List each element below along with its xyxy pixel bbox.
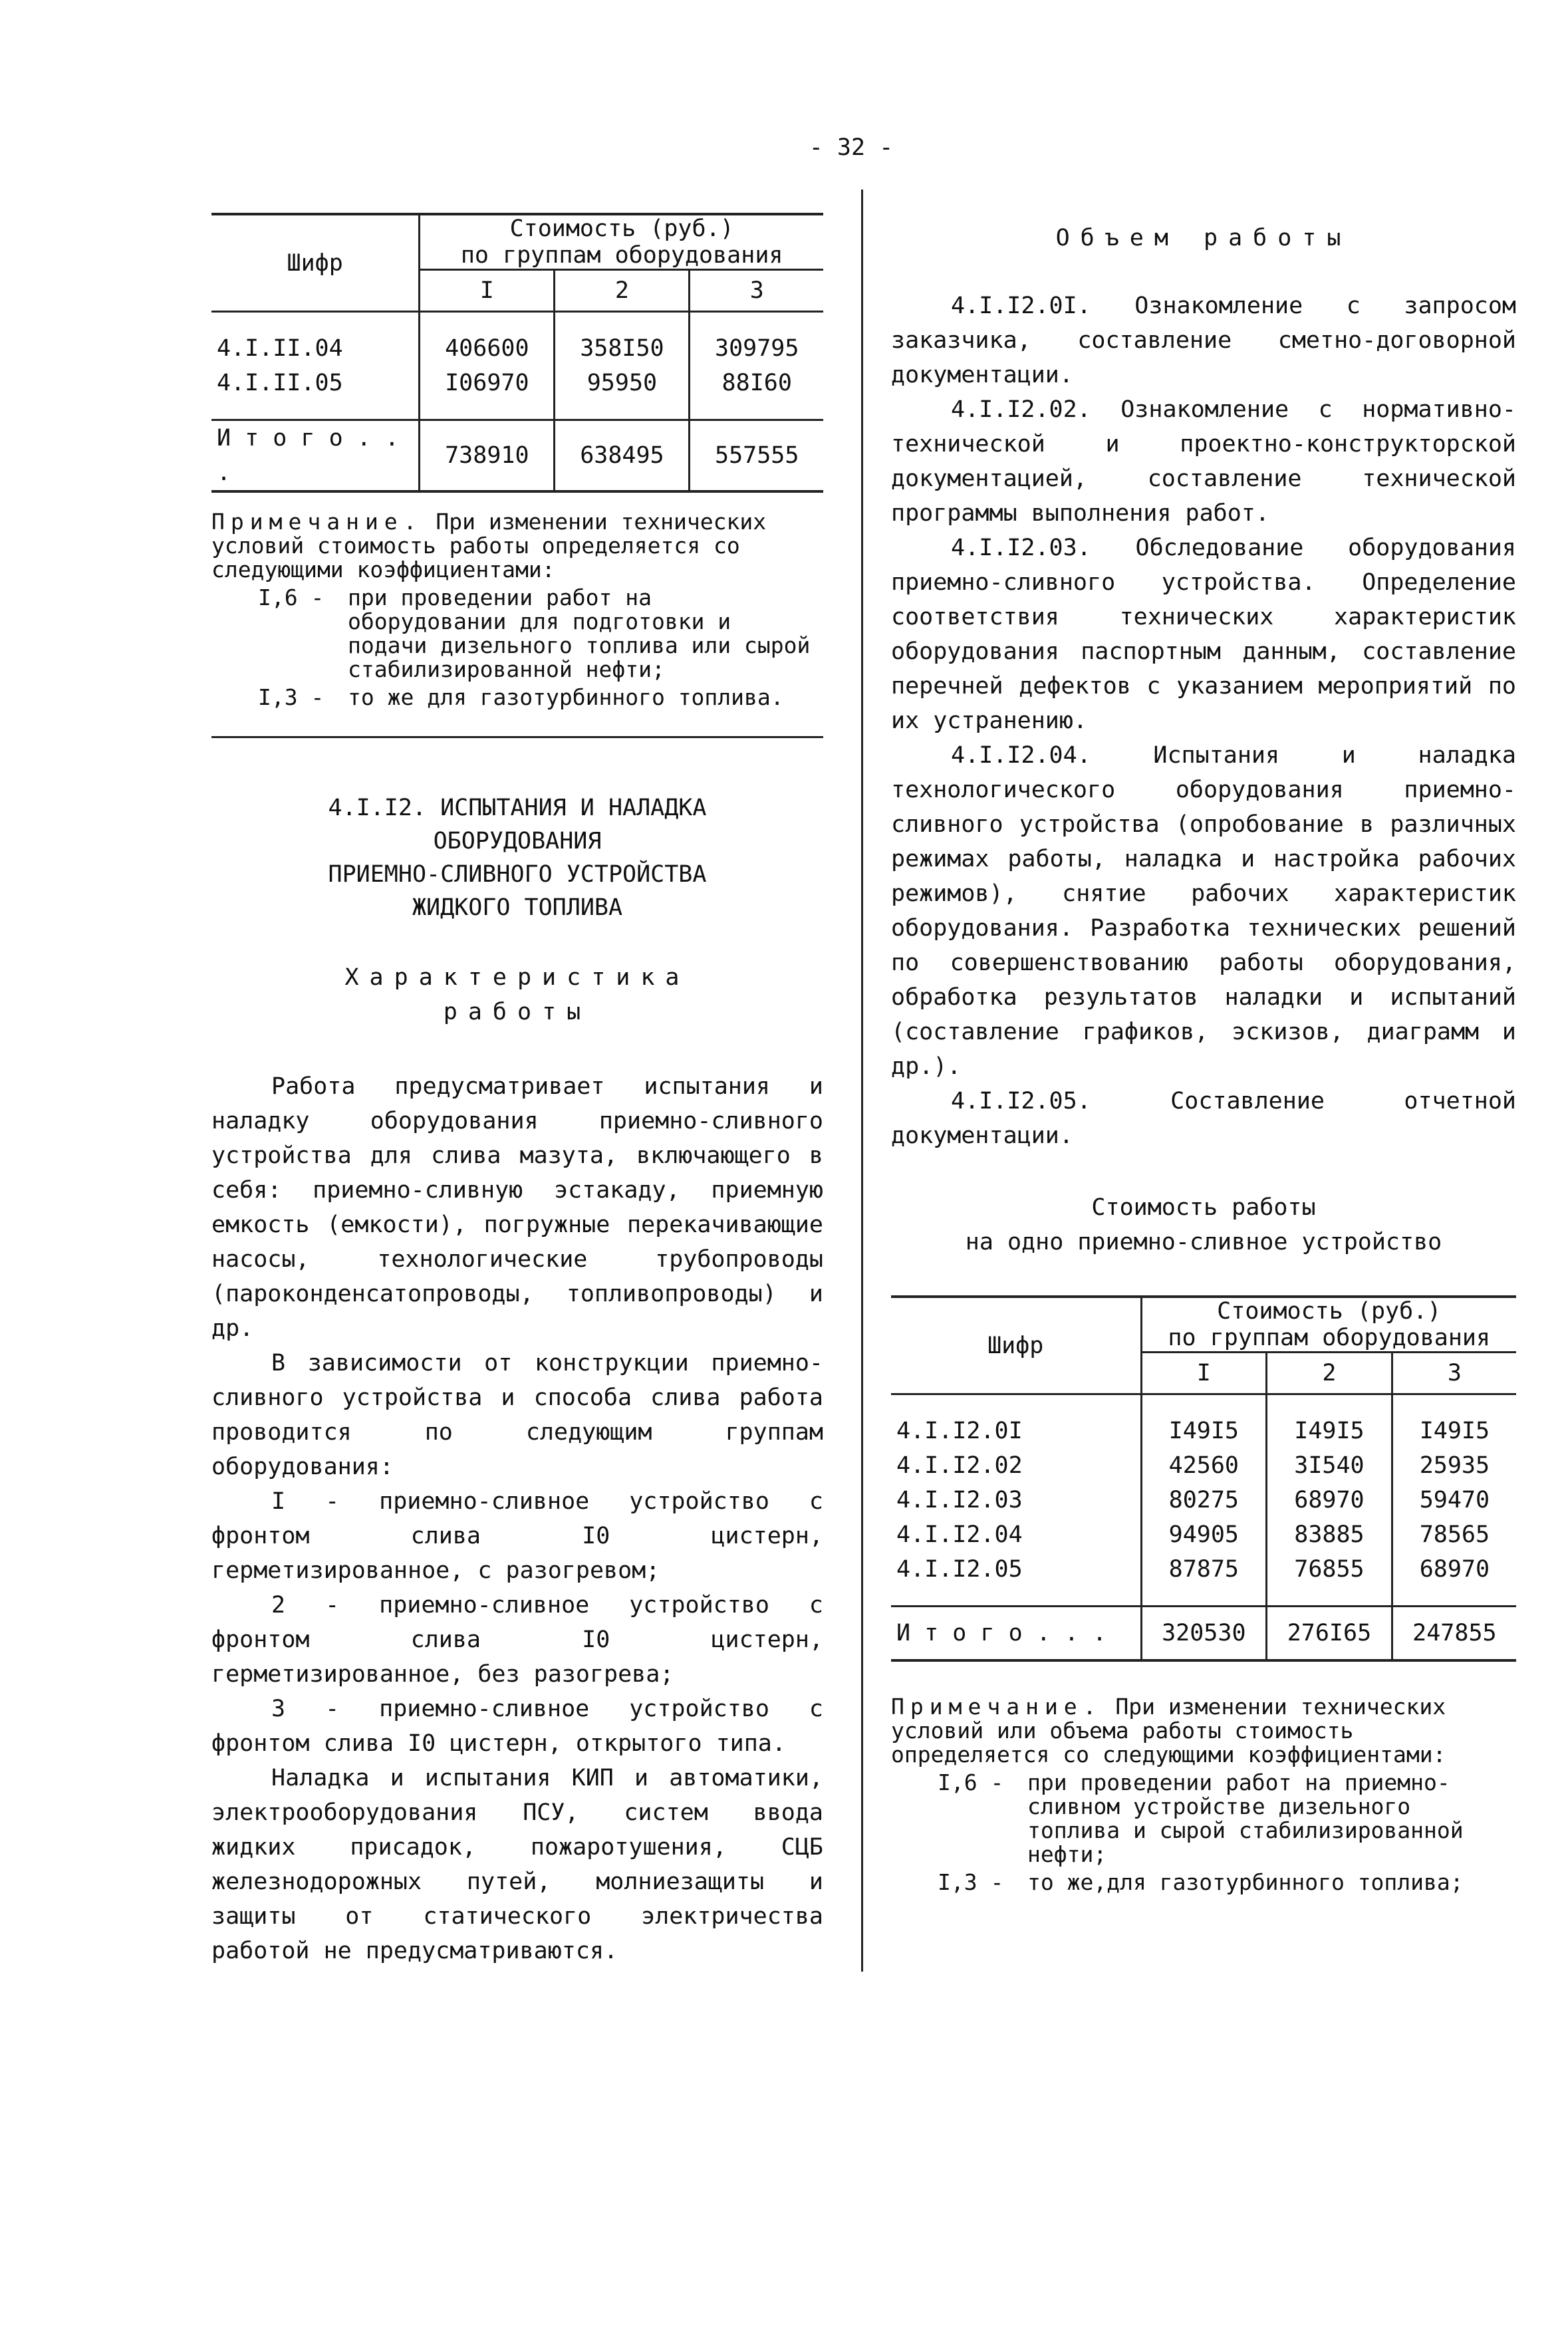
- table-row: 4.I.I2.02 42560 3I540 25935: [891, 1448, 1516, 1483]
- group-header: I: [1141, 1353, 1267, 1394]
- list-item: 4.I.I2.03. Обследование оборудования приемно-сливного устройства. Определение соответствия технических характеристик оборудования паспортным данным, составление перечней дефектов с указанием мероприятий по их устранению.: [891, 535, 1516, 734]
- note-item: I,6 - при проведении работ на оборудовании для подготовки и подачи дизельного топлива или сырой стабилизированной нефти;: [258, 584, 811, 682]
- cost-table-4-1-12: [891, 1295, 1516, 1662]
- note-item: I,3 - то же для газотурбинного топлива.: [258, 684, 784, 710]
- table-total-row: И т о г о . . . 320530 276I65 247855: [891, 1607, 1516, 1661]
- header-cost: Стоимость (руб.) по группам оборудования: [1141, 1297, 1516, 1353]
- paragraph: В зависимости от конструкции приемно-сливного устройства и способа слива работа проводится по следующим группам оборудования:: [211, 1350, 823, 1480]
- divider: [211, 736, 823, 738]
- paragraph: Наладка и испытания КИП и автоматики, электрооборудования ПСУ, систем ввода жидких присадок, пожаротушения, СЦБ железнодорожных путей, молниезащиты и защиты от статического электричества работой не предусматриваются.: [211, 1765, 823, 1964]
- group-header: 2: [1267, 1353, 1392, 1394]
- table-row: 4.I.II.05 I06970 95950 88I60: [211, 366, 823, 400]
- volume-title: Объем работы: [1055, 225, 1352, 251]
- column-divider: [861, 190, 863, 1972]
- note-item: I,3 - то же,для газотурбинного топлива;: [938, 1869, 1464, 1895]
- table-total-row: И т о г о . . . 738910 638495 557555: [211, 420, 823, 492]
- section-title: 4.I.I2. ИСПЫТАНИЯ И НАЛАДКА ОБОРУДОВАНИЯ ПРИЕМНО-СЛИВНОГО УСТРОЙСТВА ЖИДКОГО ТОПЛИВА: [328, 795, 707, 921]
- characteristic-text: [211, 1069, 823, 1968]
- group-header: 3: [690, 270, 823, 312]
- paragraph: I - приемно-сливное устройство с фронтом слива I0 цистерн, герметизированное, с разогревом;: [211, 1488, 823, 1584]
- volume-items: [891, 289, 1516, 1153]
- characteristic-title: Характеристика работы: [344, 964, 690, 1025]
- right-column: [891, 213, 1516, 1894]
- group-header: 3: [1392, 1353, 1516, 1394]
- cost-title: Стоимость работы на одно приемно-сливное устройство: [965, 1194, 1442, 1255]
- note-item: I,6 - при проведении работ на приемно-сливном устройстве дизельного топлива и сырой стабилизированной нефти;: [938, 1769, 1464, 1867]
- list-item: 4.I.I2.05. Составление отчетной документации.: [891, 1088, 1516, 1149]
- table-row: 4.I.I2.05 87875 76855 68970: [891, 1552, 1516, 1587]
- table-row: 4.I.I2.04 94905 83885 78565: [891, 1517, 1516, 1552]
- header-code: Шифр: [987, 1332, 1044, 1359]
- note: Примечание. При изменении технических условий стоимость работы определяется со следующими коэффициентами: I,6 - при проведении работ на оборудовании для подготовки и подачи дизельного топлива или сырой стабилизированной нефти; I,3 - то же для газотурбинного топлива.: [211, 510, 823, 710]
- group-header: I: [420, 270, 555, 312]
- group-header: 2: [555, 270, 690, 312]
- table-row: 4.I.I2.03 80275 68970 59470: [891, 1483, 1516, 1517]
- list-item: 4.I.I2.04. Испытания и наладка технологического оборудования приемно-сливного устройства (опробование в различных режимах работы, наладка и настройка рабочих режимов), снятие рабочих характеристик оборудования. Разработка технических решений по совершенствованию работы оборудования, обработка результатов наладки и испытаний (составление графиков, эскизов, диаграмм и др.).: [891, 742, 1516, 1080]
- left-column: [211, 213, 823, 1968]
- header-cost: Стоимость (руб.) по группам оборудования: [420, 214, 823, 270]
- table-row: 4.I.I2.0I I49I5 I49I5 I49I5: [891, 1414, 1516, 1448]
- page-number: - 32 -: [809, 134, 894, 161]
- note: Примечание. При изменении технических условий или объема работы стоимость определяется со следующими коэффициентами: I,6 - при проведении работ на приемно-сливном устройстве дизельного топлива и сырой стабилизированной нефти; I,3 - то же,для газотурбинного топлива;: [891, 1695, 1516, 1894]
- paragraph: Работа предусматривает испытания и наладку оборудования приемно-сливного устройства для слива мазута, включающего в себя: приемно-сливную эстакаду, приемную емкость (емкости), погружные перекачивающие насосы, технологические трубопроводы (пароконденсатопроводы, топливопроводы) и др.: [211, 1073, 823, 1342]
- paragraph: 3 - приемно-сливное устройство с фронтом слива I0 цистерн, открытого типа.: [211, 1696, 823, 1757]
- cost-table-4-1-11: [211, 213, 823, 493]
- header-code: Шифр: [287, 249, 343, 277]
- table-row: 4.I.II.04 406600 358I50 309795: [211, 331, 823, 366]
- list-item: 4.I.I2.02. Ознакомление с нормативно-технической и проектно-конструкторской документацией, составление технической программы выполнения работ.: [891, 396, 1516, 527]
- list-item: 4.I.I2.0I. Ознакомление с запросом заказчика, составление сметно-договорной документации.: [891, 293, 1516, 388]
- paragraph: 2 - приемно-сливное устройство с фронтом слива I0 цистерн, герметизированное, без разогрева;: [211, 1592, 823, 1688]
